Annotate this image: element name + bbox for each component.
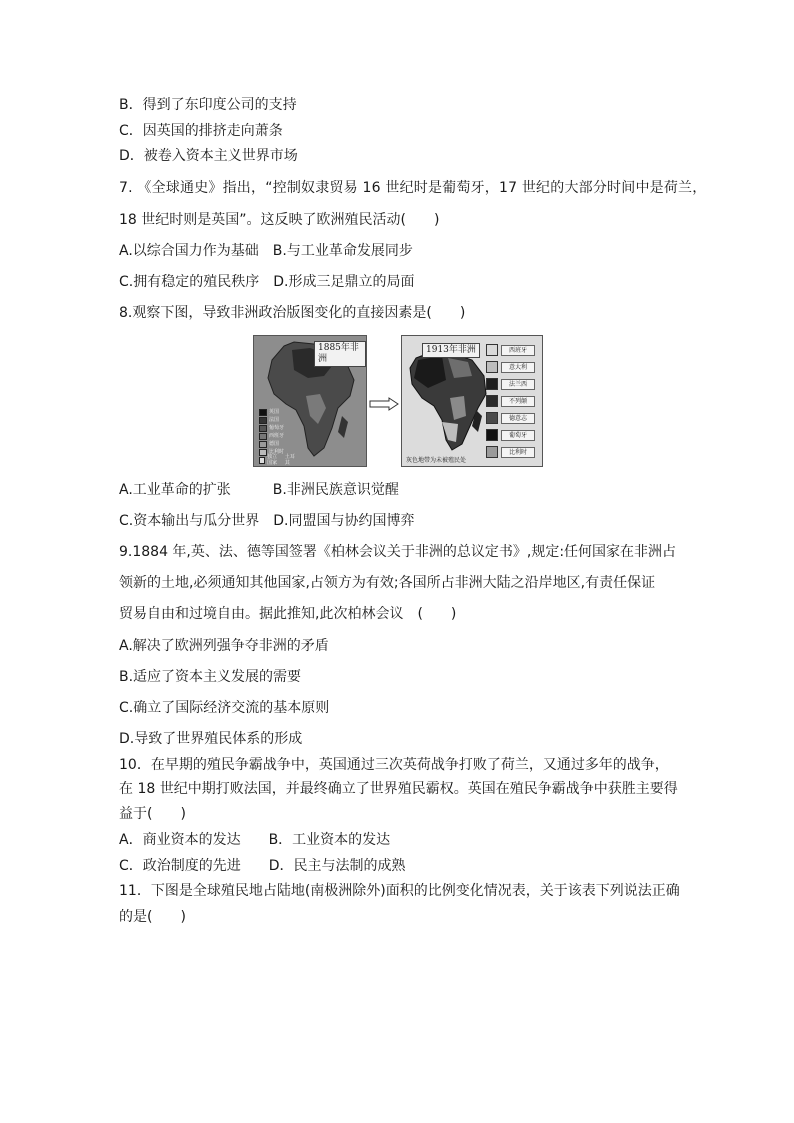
q7-options-ab: A.以综合国力作为基础 B.与工业革命发展同步: [119, 243, 413, 259]
option-d-q6: D．被卷入资本主义世界市场: [119, 148, 298, 164]
africa-1913-map: [401, 335, 543, 467]
option-b-q6: B．得到了东印度公司的支持: [119, 97, 297, 113]
option-c-q6: C．因英国的排挤走向萧条: [119, 123, 283, 139]
q10-options-ab: A．商业资本的发达 B．工业资本的发达: [119, 832, 391, 848]
legend-item: 德意志: [486, 410, 538, 426]
question-9-line-3: 贸易自由和过境自由。据此推知,此次柏林会议 ( ): [119, 606, 457, 622]
q9-option-c: C.确立了国际经济交流的基本原则: [119, 700, 330, 716]
question-9-line-2: 领新的土地,必须通知其他国家,占领方为有效;各国所占非洲大陆之沿岸地区,有责任保证: [119, 575, 656, 591]
q8-options-ab: A.工业革命的扩张 B.非洲民族意识觉醒: [119, 482, 399, 498]
question-7-line-2: 18 世纪时则是英国”。这反映了欧洲殖民活动( ): [119, 212, 440, 228]
question-10-line-1: 10．在早期的殖民争霸战争中，英国通过三次英荷战争打败了荷兰，又通过多年的战争，: [119, 757, 669, 773]
legend-item: 德国: [259, 440, 295, 448]
legend-item: 西班牙: [259, 432, 295, 440]
left-map-title: 1885年非洲: [314, 341, 366, 367]
legend-tail: 土耳其: [284, 454, 295, 466]
q9-option-a: A.解决了欧洲列强争夺非洲的矛盾: [119, 638, 329, 654]
right-map-title: 1913年非洲: [422, 343, 480, 358]
legend-item: 葡萄牙: [486, 427, 538, 443]
question-8: 8.观察下图，导致非洲政治版图变化的直接因素是( ): [119, 305, 466, 321]
legend-item: 葡萄牙: [259, 424, 295, 432]
legend-item: 比利时: [486, 444, 538, 460]
q8-options-cd: C.资本输出与瓜分世界 D.同盟国与协约国博弈: [119, 513, 415, 529]
q10-options-cd: C．政治制度的先进 D．民主与法制的成熟: [119, 858, 406, 874]
q9-option-b: B.适应了资本主义发展的需要: [119, 669, 302, 685]
q7-options-cd: C.拥有稳定的殖民秩序 D.形成三足鼎立的局面: [119, 274, 415, 290]
question-11-line-1: 11．下图是全球殖民地占陆地(南极洲除外)面积的比例变化情况表，关于该表下列说法正确: [119, 883, 680, 899]
legend-item: 比利时: [259, 448, 295, 456]
legend-item: 独立国家 土耳其: [259, 456, 295, 464]
africa-map-figure: [253, 335, 543, 467]
legend-item: 法国: [259, 416, 295, 424]
africa-1885-map: [253, 335, 367, 467]
legend-item: 不列颠: [486, 393, 538, 409]
question-10-line-3: 益于( ): [119, 806, 186, 822]
legend-item: 西班牙: [486, 342, 538, 358]
right-map-legend: [486, 342, 538, 461]
q9-option-d: D.导致了世界殖民体系的形成: [119, 731, 303, 747]
question-10-line-2: 在 18 世纪中期打败法国，并最终确立了世界殖民霸权。英国在殖民争霸战争中获胜主要得: [119, 781, 678, 797]
question-11-line-2: 的是( ): [119, 909, 186, 925]
right-map-caption: 灰色地带为未被殖民处: [406, 457, 467, 464]
question-7-line-1: 7. 《全球通史》指出，“控制奴隶贸易 16 世纪时是葡萄牙，17 世纪的大部分时间中是荷兰，: [119, 180, 707, 196]
legend-item: 意大利: [486, 359, 538, 375]
question-9-line-1: 9.1884 年,英、法、德等国签署《柏林会议关于非洲的总议定书》,规定:任何国家在非洲占: [119, 544, 677, 560]
legend-item: 法兰西: [486, 376, 538, 392]
right-arrow-icon: [369, 397, 399, 411]
left-map-legend: [259, 408, 295, 464]
legend-item: 英国: [259, 408, 295, 416]
